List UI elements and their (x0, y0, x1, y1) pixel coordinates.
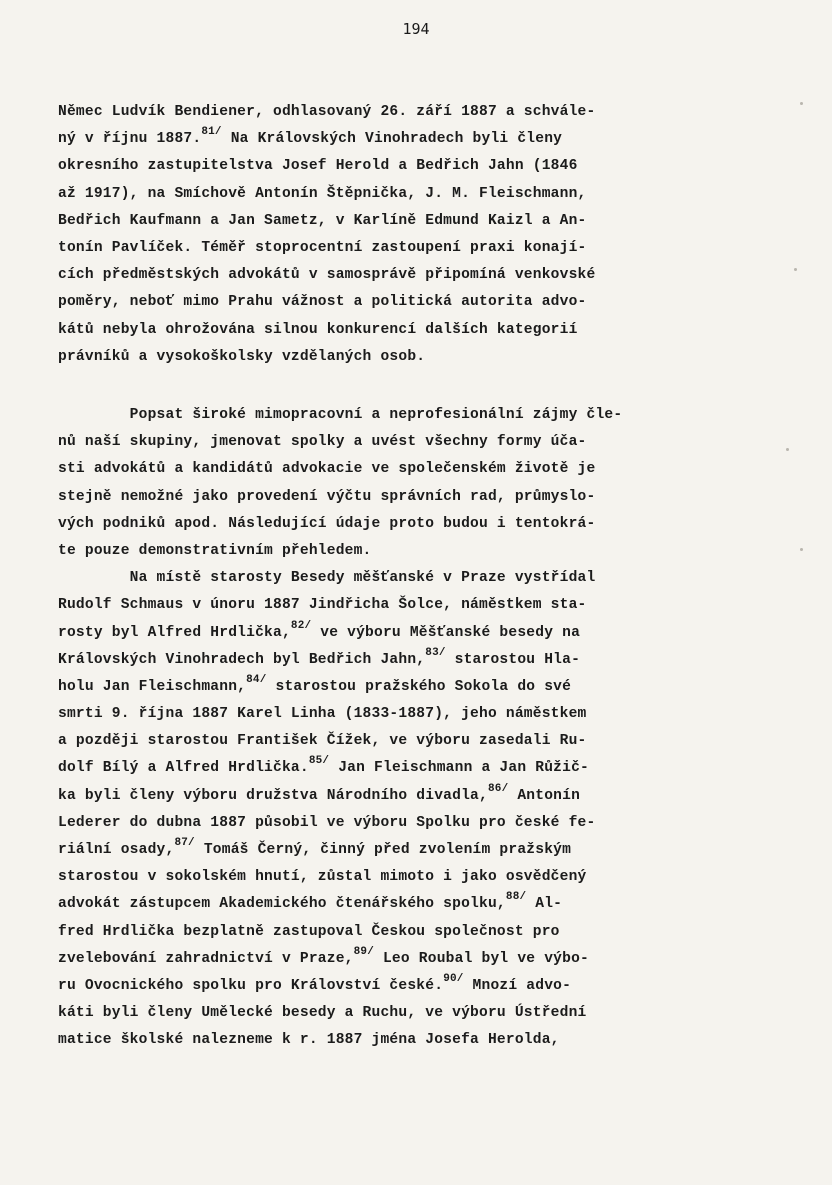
scan-speck (800, 548, 803, 551)
text-segment: kátů nebyla ohrožována silnou konkurencí dalších kategorií (58, 321, 578, 338)
text-segment: Mnozí advo- (463, 977, 572, 994)
text-line (58, 919, 698, 946)
text-segment: Bedřich Kaufmann a Jan Sametz, v Karlíně Edmund Kaizl a An- (58, 212, 587, 229)
text-segment: zvelebování zahradnictví v Praze, (58, 950, 354, 967)
footnote-marker: 81/ (201, 126, 222, 139)
footnote-marker: 84/ (246, 673, 267, 686)
text-segment: ný v říjnu 1887. (58, 131, 202, 148)
text-segment: Na místě starosty Besedy měšťanské v Praze vystřídal (58, 570, 596, 587)
text-segment: vých podniků apod. Následující údaje proto budou i tentokrá- (58, 515, 596, 532)
text-segment: ru Ovocnického spolku pro Království české. (58, 977, 444, 994)
text-segment: a později starostou František Čížek, ve výboru zasedali Ru- (58, 733, 587, 750)
text-segment: Němec Ludvík Bendiener, odhlasovaný 26. září 1887 a schvále- (58, 104, 596, 120)
footnote-marker: 82/ (290, 619, 312, 632)
text-line (58, 973, 698, 1000)
text-segment: advokát zástupcem Akademického čtenářského spolku, (58, 896, 506, 913)
text-line (58, 701, 698, 728)
text-segment: Královských Vinohradech byl Bedřich Jahn, (58, 651, 426, 668)
page-number: 194 (402, 20, 430, 38)
text-segment: ve výboru Měšťanské besedy na (311, 624, 581, 641)
text-line (58, 837, 698, 864)
text-segment: starostou v sokolském hnutí, zůstal mimoto i jako osvědčený (58, 869, 587, 886)
text-line (58, 344, 698, 371)
paragraph-2 (58, 402, 698, 1055)
footnote-marker: 88/ (505, 891, 527, 904)
text-line (58, 891, 698, 918)
text-segment: smrti 9. října 1887 Karel Linha (1833-1887), jeho náměstkem (58, 706, 587, 723)
text-line (58, 728, 698, 755)
text-line (58, 565, 698, 592)
text-line (58, 592, 698, 619)
text-segment: te pouze demonstrativním přehledem. (58, 542, 372, 559)
text-segment: okresního zastupitelstva Josef Herold a Bedřich Jahn (1846 (58, 158, 578, 175)
text-line (58, 864, 698, 891)
text-segment: poměry, neboť mimo Prahu vážnost a politická autorita advo- (58, 294, 587, 311)
text-line (58, 674, 698, 701)
footnote-marker: 85/ (308, 755, 330, 768)
text-line (58, 456, 698, 483)
text-line (58, 99, 698, 126)
text-segment: až 1917), na Smíchově Antonín Štěpnička, J. M. Fleischmann, (58, 185, 587, 202)
text-line (58, 946, 698, 973)
text-line (58, 208, 698, 235)
paragraph-1 (58, 99, 698, 371)
text-segment: sti advokátů a kandidátů advokacie ve společenském životě je (58, 461, 596, 478)
text-line (58, 262, 698, 289)
text-line (58, 620, 698, 647)
text-segment: fred Hrdlička bezplatně zastupoval Českou společnost pro (58, 923, 560, 940)
text-line (58, 484, 698, 511)
text-segment: dolf Bílý a Alfred Hrdlička. (58, 760, 309, 777)
text-segment: Tomáš Černý, činný před zvolením pražským (194, 842, 572, 858)
text-segment: ka byli členy výboru družstva Národního divadla, (58, 787, 488, 804)
footnote-marker: 89/ (353, 945, 375, 958)
text-line (58, 402, 698, 429)
text-segment: tonín Pavlíček. Téměř stoprocentní zastoupení praxi konají- (58, 239, 587, 256)
footnote-marker: 86/ (487, 782, 509, 795)
scan-speck (800, 102, 803, 105)
footnote-marker: 90/ (443, 972, 464, 985)
text-line (58, 783, 698, 810)
text-segment: riální osady, (58, 842, 175, 858)
text-line (58, 317, 698, 344)
text-segment: rosty byl Alfred Hrdlička, (58, 624, 291, 641)
text-line (58, 755, 698, 782)
text-line (58, 647, 698, 674)
text-segment: starostou Hla- (445, 651, 581, 668)
footnote-marker: 83/ (425, 646, 446, 659)
text-segment: Na Královských Vinohradech byli členy (221, 131, 563, 148)
text-segment: starostou pražského Sokola do své (266, 678, 572, 695)
text-segment: matice školské nalezneme k r. 1887 jména Josefa Herolda, (58, 1032, 560, 1049)
text-segment: Al- (526, 896, 563, 913)
scan-speck (794, 268, 797, 271)
text-line (58, 429, 698, 456)
text-segment: stejně nemožné jako provedení výčtu správních rad, průmyslo- (58, 488, 596, 505)
text-line (58, 126, 698, 153)
text-segment: Antonín (508, 787, 581, 804)
text-line (58, 511, 698, 538)
text-line (58, 1000, 698, 1027)
text-line (58, 1027, 698, 1054)
text-line (58, 181, 698, 208)
text-segment: holu Jan Fleischmann, (58, 678, 247, 695)
text-segment: cích předměstských advokátů v samosprávě připomíná venkovské (58, 267, 596, 284)
text-line (58, 810, 698, 837)
text-segment: Popsat široké mimopracovní a neprofesionální zájmy čle- (58, 407, 623, 423)
text-segment: nů naší skupiny, jmenovat spolky a uvést všechny formy úča- (58, 434, 587, 451)
text-segment: Lederer do dubna 1887 působil ve výboru Spolku pro české fe- (58, 814, 596, 831)
text-line (58, 235, 698, 262)
text-line (58, 289, 698, 316)
scan-speck (786, 448, 789, 451)
text-segment: Jan Fleischmann a Jan Růžič- (329, 760, 590, 777)
text-segment: právníků a vysokoškolsky vzdělaných osob. (58, 348, 426, 365)
text-segment: Rudolf Schmaus v únoru 1887 Jindřicha Šolce, náměstkem sta- (58, 597, 587, 614)
text-line (58, 153, 698, 180)
footnote-marker: 87/ (174, 837, 195, 849)
text-line (58, 538, 698, 565)
text-segment: Leo Roubal byl ve výbo- (374, 950, 589, 967)
text-segment: káti byli členy Umělecké besedy a Ruchu, ve výboru Ústřední (58, 1005, 587, 1022)
